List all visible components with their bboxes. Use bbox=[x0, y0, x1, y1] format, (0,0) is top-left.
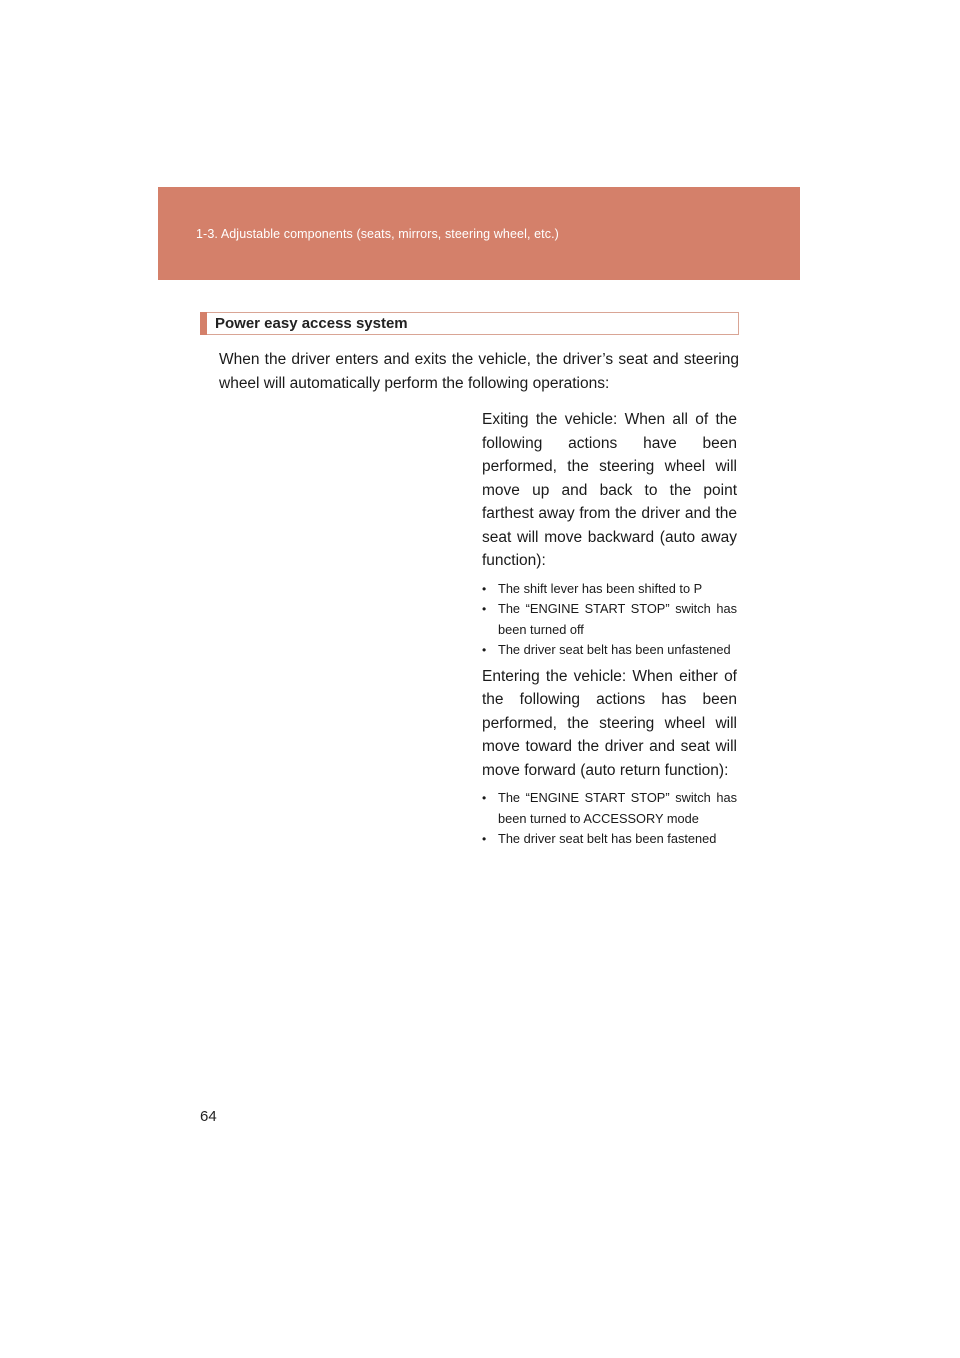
chapter-title: 1-3. Adjustable components (seats, mirrors, steering wheel, etc.) bbox=[196, 227, 559, 241]
section-accent-bar bbox=[200, 312, 207, 335]
exiting-bullet-list bbox=[482, 579, 737, 661]
section-heading bbox=[200, 312, 739, 335]
intro-paragraph: When the driver enters and exits the vehicle, the driver’s seat and steering wheel will automatically perform the following operations: bbox=[219, 351, 739, 392]
list-item: • The driver seat belt has been fastened bbox=[482, 829, 737, 850]
page-number: 64 bbox=[200, 1108, 217, 1125]
list-item: • The driver seat belt has been unfastened bbox=[482, 640, 737, 661]
list-item: • The “ENGINE START STOP” switch has been turned to ACCESSORY mode bbox=[482, 788, 737, 829]
list-item: • The shift lever has been shifted to P bbox=[482, 579, 737, 600]
section-title: Power easy access system bbox=[215, 315, 408, 332]
exiting-block bbox=[482, 408, 737, 854]
entering-bullet-list bbox=[482, 788, 737, 850]
chapter-header bbox=[158, 187, 800, 280]
exiting-paragraph: Exiting the vehicle: When all of the following actions have been performed, the steering wheel will move up and back to the point farthest away from the driver and the seat will move backward (auto away function): bbox=[482, 411, 737, 569]
list-item: • The “ENGINE START STOP” switch has been turned off bbox=[482, 599, 737, 640]
entering-paragraph: Entering the vehicle: When either of the following actions has been performed, the steering wheel will move toward the driver and seat will move forward (auto return function): bbox=[482, 667, 737, 779]
